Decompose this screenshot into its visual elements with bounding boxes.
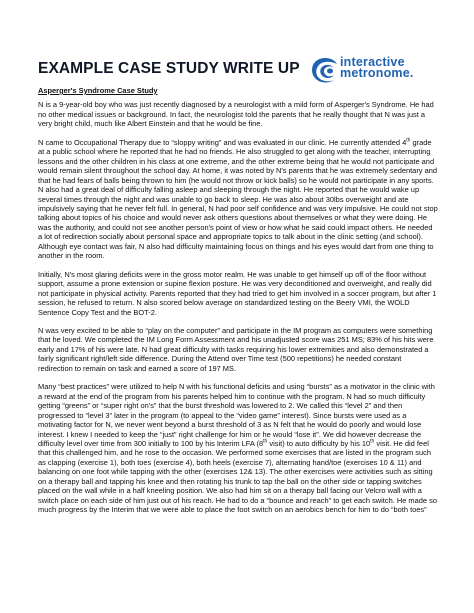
logo-wordmark [340, 57, 414, 79]
swirl-logo-icon [310, 55, 340, 85]
document-title: EXAMPLE CASE STUDY WRITE UP [38, 60, 300, 77]
case-study-subtitle: Asperger's Syndrome Case Study [38, 86, 158, 95]
document-body [38, 86, 438, 524]
paragraph-3: Initially, N's most glaring deficits were in the gross motor realm. He was unable to get himself up off of the floor without support, assume a prone extension or supine flexion posture. He was very deconditioned and overweight, and really did not participate in physical activity. Parents reported that they had tried to get him involved in a soccer program, but after 1 session, he refused to return. N also scored below average on standardized testing on the Beery VMI, the WOLD Sentence Copy Test and the BOT-2. [38, 269, 437, 317]
paragraph-2 [38, 138, 438, 261]
paragraph-5 [38, 382, 438, 514]
ordinal-superscript: th [370, 438, 375, 445]
interactive-metronome-logo [310, 55, 442, 85]
paragraph-1: N is a 9-year-old boy who was just recently diagnosed by a neurologist with a mild form of Asperger's Syndrome. He had no other medical issues or background. In fact, the neurologist told the parents that he really thought that N was just a very bright child, much like Albert Einstein and that he would be fine. [38, 100, 434, 129]
ordinal-superscript: th [263, 438, 268, 445]
paragraph-2-text-a: N came to Occupational Therapy due to “sloppy writing” and was evaluated in our clinic. He currently attended 4 [38, 137, 407, 147]
paragraph-5-text-c: visit. He did feel that this challenged him, and he rose to the occasion. We performed some exercises that are listed in the program such as clapping (exercise 1), both toes (exercise 4), both heels (exercise 7), alternating hand/toe (exercises 10 & 11) and balancing on one foot while tapping with the other (exercises 12& 13). The other exercises were activities such as sitting on a therapy ball and tapping his knee and then rotating his trunk to tap the ball on the other side or tapping switches placed on the wall while in a half kneeling position. We also had him sit on a therapy ball facing our Velcro wall with a switch place on each side of him just out of his reach. He had to do a “bounce and reach” to get each switch. He made so much progress by the Interim that we were able to place the foot switch on an aerobics bench for him to do “both toes” [38, 438, 437, 515]
page-header [38, 57, 438, 87]
logo-line-1: interactive [340, 55, 405, 69]
paragraph-2-text-b: grade at a public school where he reported that he had no friends. He also struggled to get along with the teacher, interrupting lessons and the other children in his class at one extreme, and the other extreme being that he would not participate and would remain silent throughout the school day. At home, it was noted by N's parents that he was extremely sedentary and that he had fears of balls being thrown to him (he would not throw or kick balls) so he would not participate in any sports. N also had a great deal of difficulty falling asleep and sleeping through the night. He reported that he would wake up several times through the night and was unable to go back to sleep. He was also about 30lbs overweight and ate impulsively saying that he never felt full. In general, N had poor self confidence and was very impulsive. He could not stop talking about topics of his choice and would never ask others questions about themselves or what they were doing. He was the authority, and could not see another person's point of view or how what he said could impact others. He needed a lot of redirection socially about personal space and appropriate topics to talk about in the clinic setting (and school). Although eye contact was fair, N also had difficulty maintaining focus on things and his eyes would dart from one thing to another in the room. [38, 137, 438, 261]
ordinal-superscript: th [406, 137, 411, 144]
paragraph-5-text-a: Many “best practices” were utilized to help N with his functional deficits and using “bursts” as a motivator in the clinic with a reward at the end of the program from his parents helped him to continue with the program. N had so much difficulty getting “greens” or “super right on's” that the burst threshold was lowered to 2. We called this “level 2” and then progressed to “level 3” later in the program (to appeal to the “video game” interest). Since bursts were used as a motivating factor for N, we never went beyond a burst threshold of 3 as N felt that he would do poorly and would lose interest. I knew I needed to keep the “just” right challenge for him or he would “lose it”. We did however decrease the difficulty level over time from 300 initially to 100 by his Interim LFA (8 [38, 382, 435, 448]
logo-line-2: metronome. [340, 66, 414, 80]
paragraph-4: N was very excited to be able to “play on the computer” and participate in the IM program as computers were something that he loved. We completed the IM Long Form Assessment and his unadjusted score was 251 MS; 83% of his hits were early and 17% of his were late. N had great difficulty with tasks requiring his lower extremities and also demonstrated a fairly significant right/left side difference. During the Attend over Time test (500 repetitions) he needed constant redirection to remain on task and earned a score of 197 MS. [38, 325, 434, 373]
paragraph-5-text-b: visit) to auto difficulty by his 10 [267, 438, 371, 448]
